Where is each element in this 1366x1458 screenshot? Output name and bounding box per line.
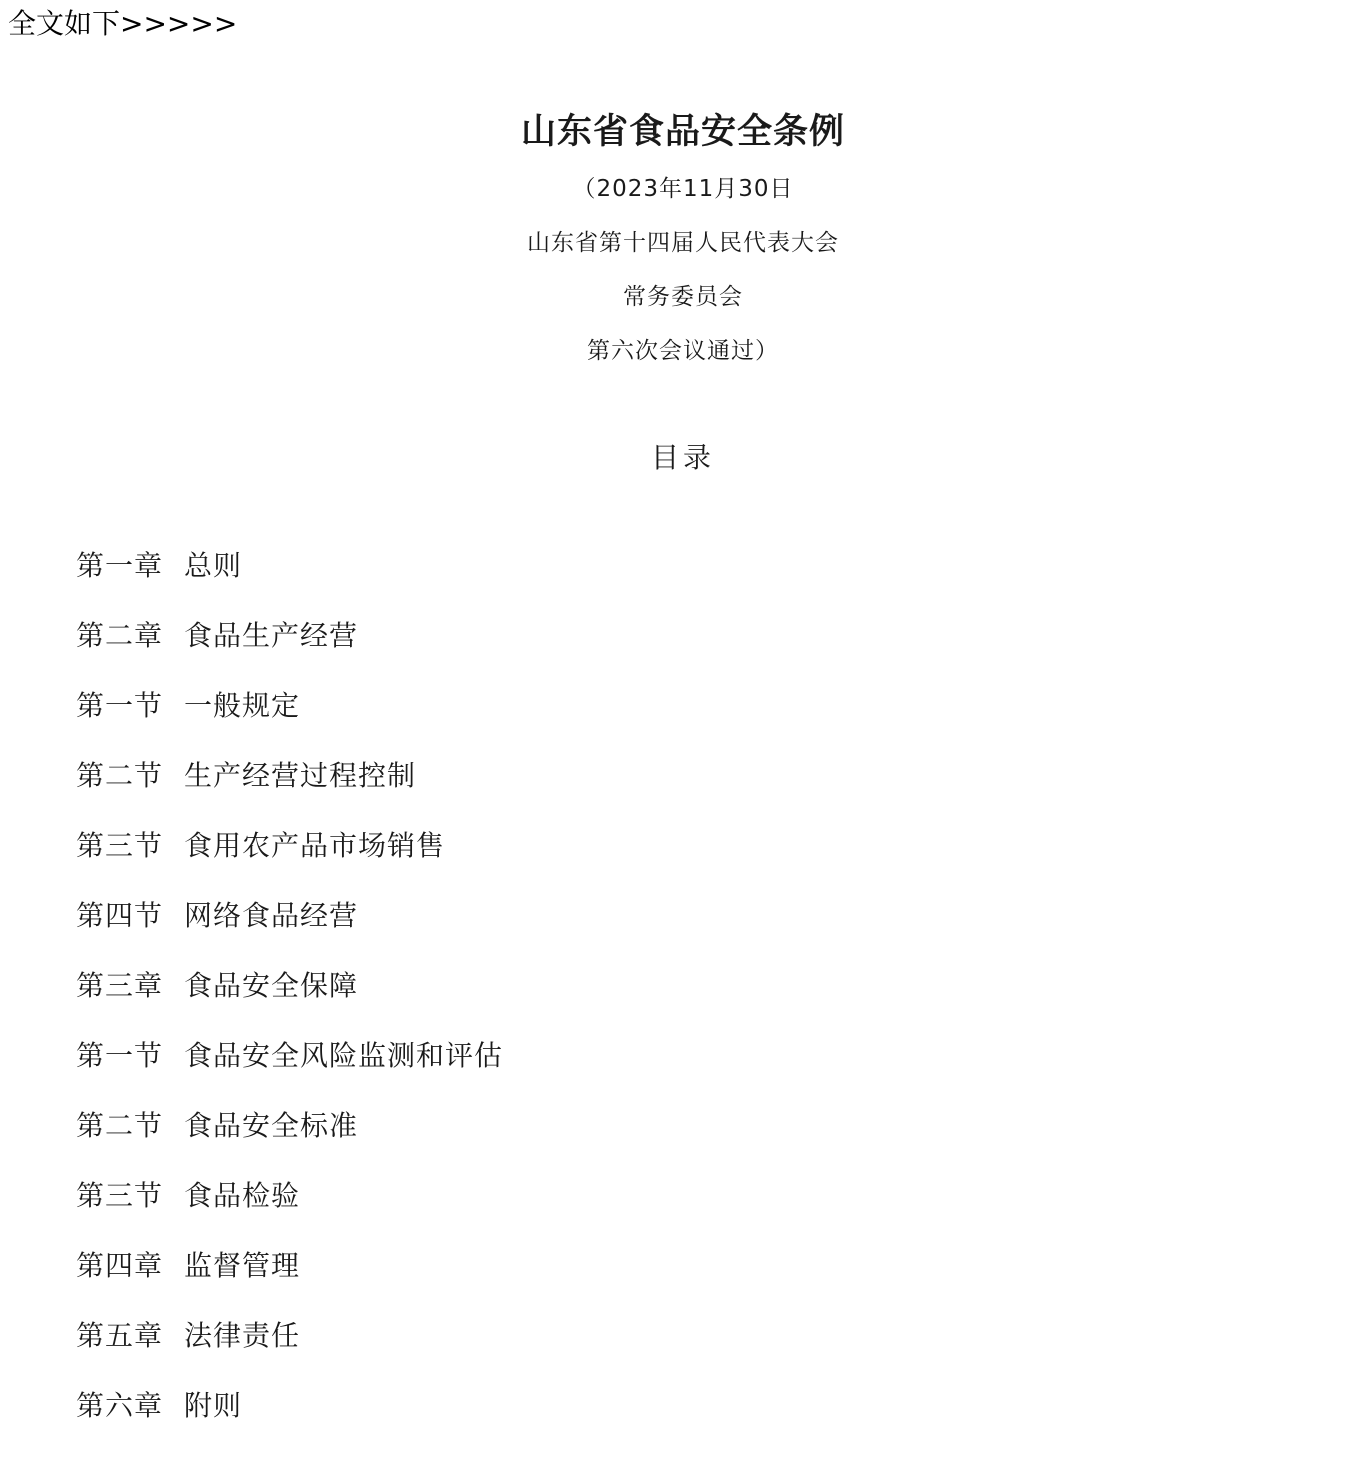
toc-item-number: 第二节 <box>76 1109 164 1142</box>
toc-item <box>76 1318 503 1388</box>
toc-item-title: 网络食品经营 <box>184 899 359 932</box>
adoption-committee-line: 常务委员会 <box>623 284 743 310</box>
toc-item-number: 第二章 <box>76 619 164 652</box>
toc-item-title: 食品安全保障 <box>184 969 359 1002</box>
toc-item <box>76 1108 503 1178</box>
toc-item-title: 食品安全风险监测和评估 <box>184 1039 504 1072</box>
toc-item <box>76 618 503 688</box>
toc-item-title: 附则 <box>184 1389 243 1422</box>
intro-text: 全文如下>>>>> <box>8 7 238 40</box>
toc-item-title: 监督管理 <box>184 1249 301 1282</box>
toc-item <box>76 548 503 618</box>
toc-item-number: 第六章 <box>76 1389 164 1422</box>
toc-item <box>76 1248 503 1318</box>
toc-item-number: 第二节 <box>76 759 164 792</box>
toc-item-number: 第三节 <box>76 829 164 862</box>
adoption-body-line: 山东省第十四届人民代表大会 <box>527 230 839 256</box>
toc-item <box>76 1038 503 1108</box>
toc-item-number: 第五章 <box>76 1319 164 1352</box>
toc-item-title: 生产经营过程控制 <box>184 759 417 792</box>
toc-item <box>76 1388 503 1458</box>
toc-item <box>76 828 503 898</box>
toc-item-title: 食品检验 <box>184 1179 301 1212</box>
toc-item <box>76 688 503 758</box>
toc-item <box>76 1178 503 1248</box>
toc-item-number: 第一节 <box>76 689 164 722</box>
table-of-contents <box>76 548 503 1458</box>
toc-item-number: 第一节 <box>76 1039 164 1072</box>
toc-item <box>76 758 503 828</box>
toc-item <box>76 968 503 1038</box>
toc-item-number: 第四节 <box>76 899 164 932</box>
toc-item-number: 第三节 <box>76 1179 164 1212</box>
toc-item-number: 第一章 <box>76 549 164 582</box>
toc-item-title: 食品安全标准 <box>184 1109 359 1142</box>
toc-item-number: 第四章 <box>76 1249 164 1282</box>
toc-item-title: 总则 <box>184 549 243 582</box>
toc-item-title: 食品生产经营 <box>184 619 359 652</box>
adoption-date-line: （2023年11月30日 <box>572 176 794 202</box>
toc-item <box>76 898 503 968</box>
toc-heading: 目录 <box>650 441 715 474</box>
toc-item-number: 第三章 <box>76 969 164 1002</box>
toc-item-title: 一般规定 <box>184 689 301 722</box>
adoption-session-line: 第六次会议通过） <box>587 338 779 364</box>
toc-item-title: 法律责任 <box>184 1319 301 1352</box>
document-title: 山东省食品安全条例 <box>520 112 845 152</box>
toc-item-title: 食用农产品市场销售 <box>184 829 446 862</box>
